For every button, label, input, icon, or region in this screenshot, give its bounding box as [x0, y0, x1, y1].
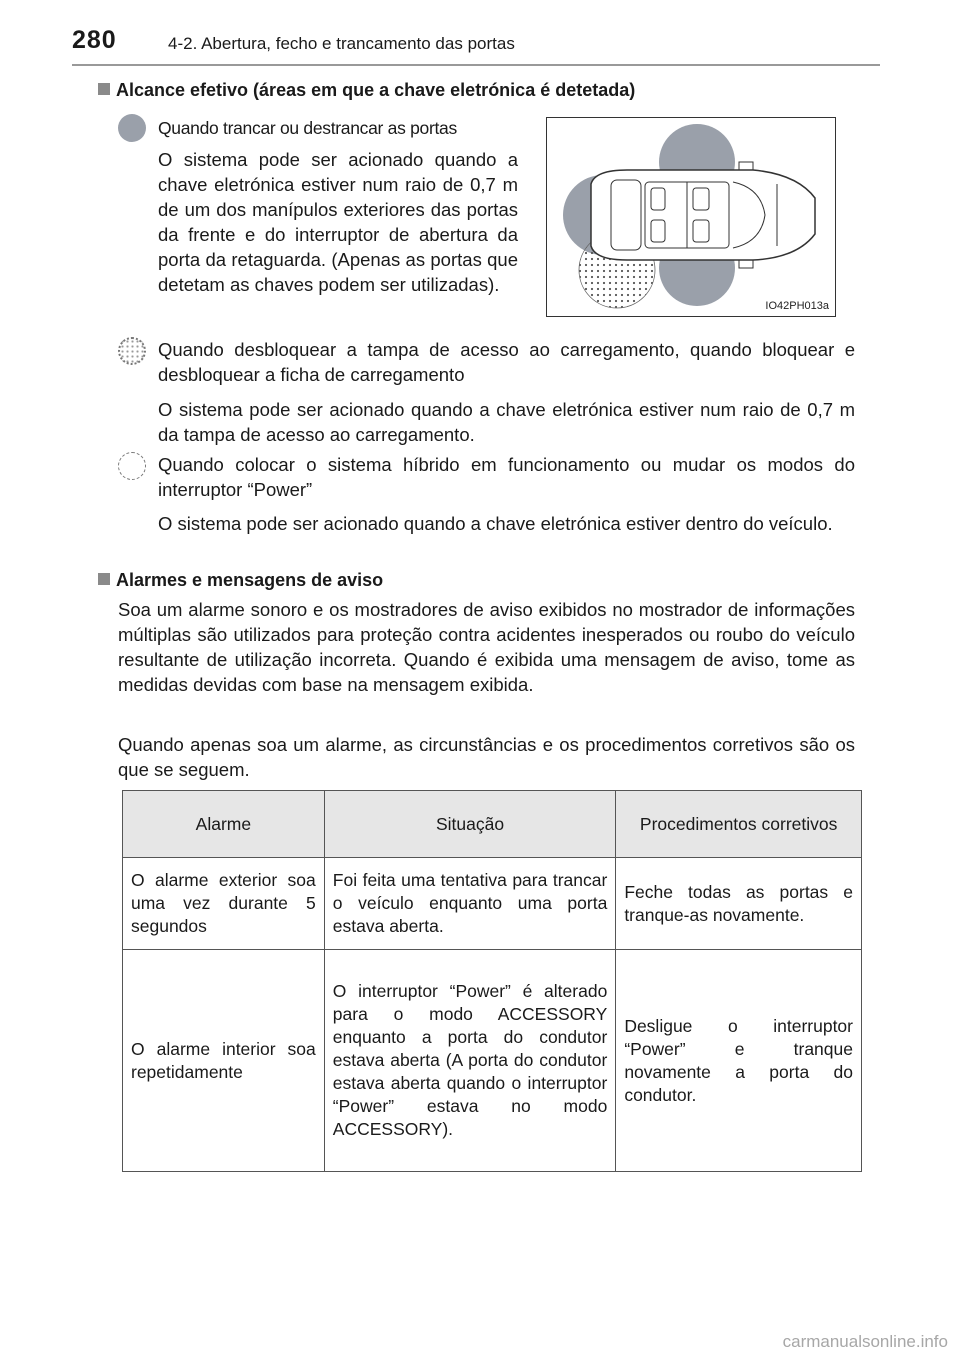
- dotted-zone-icon: [118, 337, 146, 365]
- table-row: [123, 950, 862, 1172]
- item-body: O sistema pode ser acionado quando a chave eletrónica estiver dentro do veículo.: [158, 513, 833, 534]
- table-cell: O interruptor “Power” é alterado para o modo ACCESSORY enquanto a porta do condutor estava aberta (A porta do condutor estava aberta quando o interruptor “Power” estava no modo ACCESSORY).: [324, 950, 616, 1172]
- table-cell: O alarme exterior soa uma vez durante 5 segundos: [123, 858, 325, 950]
- table-row: [123, 858, 862, 950]
- table-header-cell: Alarme: [123, 791, 325, 858]
- page-number: 280: [72, 26, 117, 54]
- car-body: [591, 170, 815, 260]
- vehicle-detection-figure: [546, 117, 836, 317]
- outline-zone-icon: [118, 452, 146, 480]
- table-cell: O alarme interior soa repetidamente: [123, 950, 325, 1172]
- figure-code: IO42PH013a: [765, 300, 829, 312]
- solid-zone-icon: [118, 114, 146, 142]
- item-title: Quando trancar ou destrancar as portas: [158, 118, 457, 138]
- item-body: O sistema pode ser acionado quando a chave eletrónica estiver num raio de 0,7 m da tampa de acesso ao carregamento.: [158, 399, 855, 445]
- section-heading-range: [98, 80, 635, 101]
- car-top-view-illustration: [547, 118, 834, 315]
- section-title: Alarmes e mensagens de aviso: [116, 570, 384, 590]
- item-title: Quando desbloquear a tampa de acesso ao carregamento, quando bloquear e desbloquear a ficha de carregamento: [158, 339, 855, 385]
- item-body: O sistema pode ser acionado quando a chave eletrónica estiver num raio de 0,7 m de um dos manípulos exteriores das portas da frente e do interruptor de abertura da porta da retaguarda. (Apenas as portas que detetam as chaves podem ser utilizadas).: [158, 149, 518, 295]
- section-title: Alcance efetivo (áreas em que a chave eletrónica é detetada): [116, 80, 636, 100]
- alarms-paragraph: Quando apenas soa um alarme, as circunstâncias e os procedimentos corretivos são os que se seguem.: [118, 734, 855, 780]
- square-bullet-icon: [98, 83, 110, 95]
- table-cell: Desligue o interruptor “Power” e tranque novamente a porta do condutor.: [616, 950, 862, 1172]
- running-head: 4-2. Abertura, fecho e trancamento das portas: [168, 34, 515, 53]
- watermark: carmanualsonline.info: [782, 1332, 948, 1351]
- square-bullet-icon: [98, 573, 110, 585]
- table-cell: Feche todas as portas e tranque-as novamente.: [616, 858, 862, 950]
- table-cell: Foi feita uma tentativa para trancar o veículo enquanto uma porta estava aberta.: [324, 858, 616, 950]
- alarm-table: [122, 790, 862, 1172]
- table-header-row: [123, 791, 862, 858]
- table-header-cell: Procedimentos corretivos: [616, 791, 862, 858]
- item-title: Quando colocar o sistema híbrido em funcionamento ou mudar os modos do interruptor “Power”: [158, 454, 855, 500]
- header-rule: [72, 64, 880, 66]
- alarms-paragraph: Soa um alarme sonoro e os mostradores de aviso exibidos no mostrador de informações múltiplas são utilizados para proteção contra acidentes inesperados ou roubo do veículo resultante de utilização incorreta. Quando é exibida uma mensagem de aviso, tome as medidas devidas com base na mensagem exibida.: [118, 599, 855, 695]
- table-header-cell: Situação: [324, 791, 616, 858]
- section-heading-alarms: [98, 570, 383, 591]
